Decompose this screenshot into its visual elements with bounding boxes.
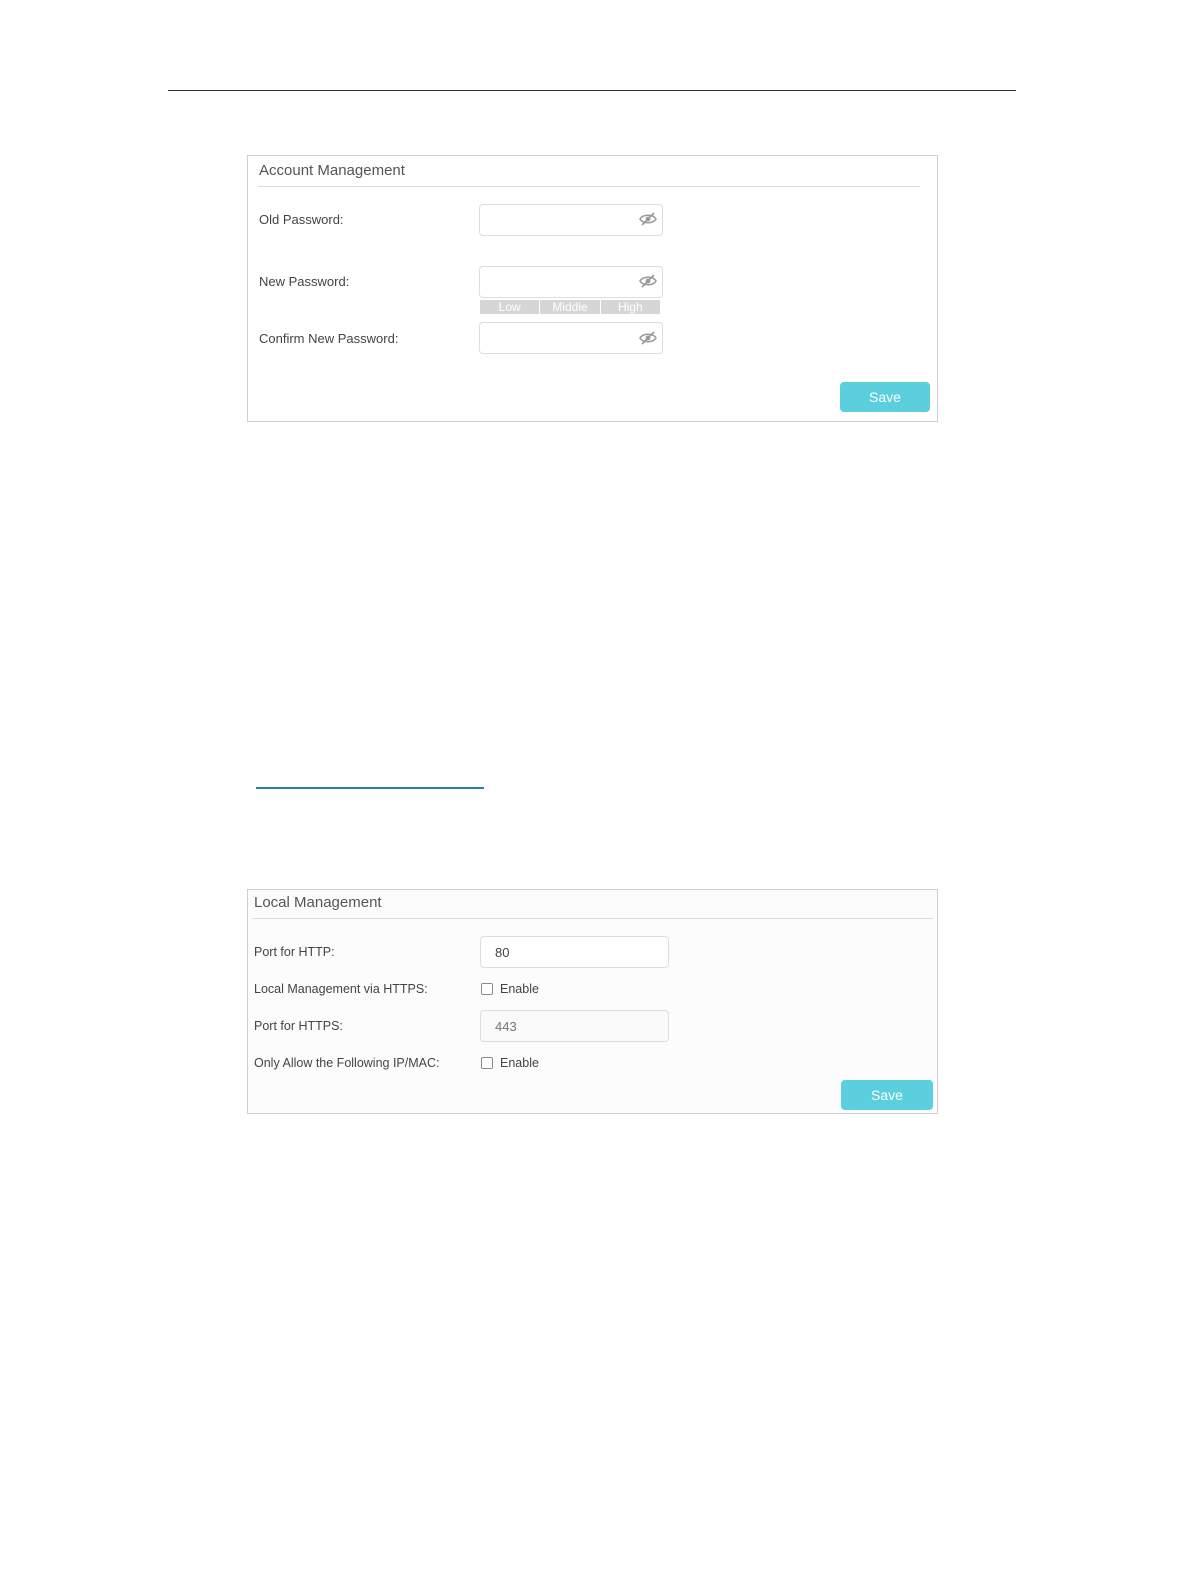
eye-slash-icon[interactable] xyxy=(639,274,657,288)
password-strength-meter xyxy=(480,300,660,314)
header-rule xyxy=(168,90,1016,91)
http-port-label: Port for HTTP: xyxy=(254,945,335,959)
account-save-button[interactable]: Save xyxy=(840,382,930,412)
strength-low: Low xyxy=(498,300,521,314)
account-management-title: Account Management xyxy=(259,162,405,179)
local-management-title: Local Management xyxy=(254,894,382,911)
local-management-panel xyxy=(247,889,938,1114)
eye-slash-icon[interactable] xyxy=(639,212,657,226)
local-save-button[interactable]: Save xyxy=(841,1080,933,1110)
strength-middle: Middle xyxy=(539,300,599,314)
allow-enable-label[interactable]: Enable xyxy=(500,1056,539,1070)
https-enable-label[interactable]: Enable xyxy=(500,982,539,996)
https-management-label: Local Management via HTTPS: xyxy=(254,982,428,996)
local-title-divider xyxy=(252,918,933,919)
https-port-label: Port for HTTPS: xyxy=(254,1019,343,1033)
https-enable-checkbox[interactable] xyxy=(481,983,493,995)
http-port-input[interactable] xyxy=(480,936,669,968)
allow-ip-mac-label: Only Allow the Following IP/MAC: xyxy=(254,1056,440,1070)
new-password-label: New Password: xyxy=(259,274,350,289)
link-underline xyxy=(256,787,484,789)
https-port-input[interactable] xyxy=(480,1010,669,1042)
old-password-input[interactable] xyxy=(479,204,663,236)
new-password-input[interactable] xyxy=(479,266,663,298)
account-title-divider xyxy=(258,186,920,187)
strength-high: High xyxy=(600,300,660,314)
confirm-password-input[interactable] xyxy=(479,322,663,354)
confirm-password-label: Confirm New Password: xyxy=(259,331,399,346)
eye-slash-icon[interactable] xyxy=(639,331,657,345)
allow-ip-mac-checkbox[interactable] xyxy=(481,1057,493,1069)
old-password-label: Old Password: xyxy=(259,212,344,227)
